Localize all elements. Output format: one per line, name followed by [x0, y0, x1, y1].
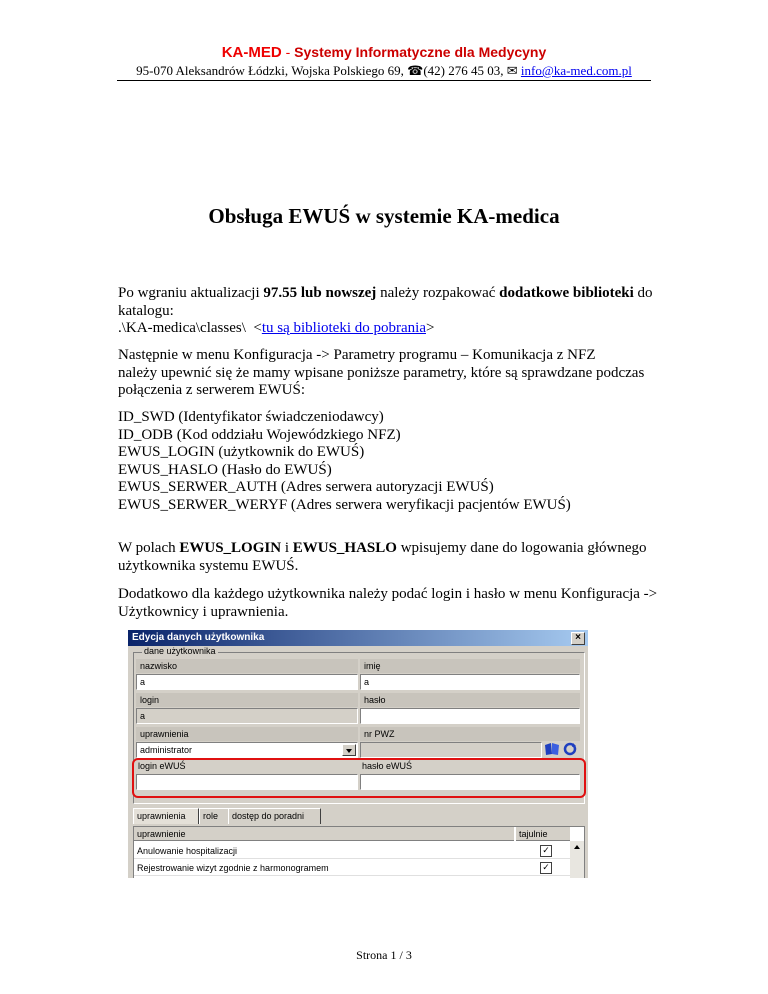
p4-text-3: wpisujemy dane do logowania głównego użytkownika systemu EWUŚ. — [118, 540, 647, 574]
uprawnienia-select[interactable] — [136, 742, 358, 758]
p4-haslo: EWUS_HASLO — [292, 540, 397, 556]
checkbox[interactable]: ✓ — [540, 845, 552, 857]
uprawnienia-value: administrator — [140, 745, 193, 755]
nrpwz-label: nr PWZ — [360, 727, 580, 741]
p4-text-1: W polach — [118, 540, 180, 556]
login-field[interactable]: a — [136, 708, 358, 724]
haslo-ewus-label: hasło eWUŚ — [362, 761, 413, 771]
group-label: dane użytkownika — [144, 646, 216, 656]
imie-field[interactable]: a — [360, 674, 580, 690]
table-row[interactable] — [134, 860, 570, 876]
tab-dostep[interactable]: dostęp do poradni — [228, 808, 321, 824]
tab-role[interactable]: role — [199, 808, 229, 824]
tab-uprawnienia[interactable]: uprawnienia — [133, 808, 199, 824]
mail-icon: ✉ — [506, 63, 518, 78]
paragraph-libraries — [118, 285, 678, 338]
chevron-down-icon[interactable] — [342, 744, 356, 756]
p1-link-close: > — [425, 320, 435, 336]
highlight-frame — [132, 758, 586, 798]
row-name: Anulowanie hospitalizacji — [137, 846, 238, 856]
p2-line-1: Następnie w menu Konfiguracja -> Parametry programu – Komunikacja z NFZ — [118, 347, 596, 363]
brand-tagline: Systemy Informatyczne dla Medycyny — [294, 44, 547, 60]
p1-text-1: Po wgraniu aktualizacji — [118, 285, 264, 301]
scroll-up-icon[interactable] — [570, 841, 584, 853]
p1-path: .\KA-medica\classes\ — [118, 320, 246, 336]
haslo-field[interactable] — [360, 708, 580, 724]
p1-version: 97.55 lub nowszej — [263, 285, 377, 301]
company-address — [0, 63, 768, 79]
user-edit-dialog — [128, 630, 588, 878]
login-label: login — [136, 693, 358, 707]
p1-text-3: do katalogu: — [118, 285, 653, 319]
document-title: Obsługa EWUŚ w systemie KA-medica — [208, 204, 560, 228]
p1-link-open: < — [253, 320, 262, 336]
p2-line-2: należy upewnić się że mamy wpisane poniższe parametry, które są sprawdzane podczas połączenia z serwerem EWUŚ: — [118, 364, 645, 398]
phone-icon: ☎ — [407, 63, 424, 78]
close-icon[interactable]: × — [571, 632, 585, 645]
param-item: EWUS_SERWER_WERYF (Adres serwera weryfikacji pacjentów EWUŚ) — [118, 496, 571, 513]
imie-label: imię — [360, 659, 580, 673]
p1-libraries: dodatkowe biblioteki — [499, 285, 634, 301]
dialog-title: Edycja danych użytkownika — [132, 632, 265, 643]
refresh-icon[interactable] — [562, 742, 578, 756]
p4-text-2: i — [281, 540, 293, 556]
address-text: 95-070 Aleksandrów Łódzki, Wojska Polskiego 69, — [136, 63, 408, 78]
haslo-label: hasło — [360, 693, 580, 707]
nazwisko-field[interactable]: a — [136, 674, 358, 690]
header-divider — [117, 80, 651, 81]
p1-text-2: należy rozpakować — [376, 285, 500, 301]
nazwisko-label: nazwisko — [136, 659, 358, 673]
param-item: EWUS_SERWER_AUTH (Adres serwera autoryzacji EWUŚ) — [118, 479, 494, 495]
p4-login: EWUS_LOGIN — [179, 540, 282, 556]
param-item: ID_SWD (Identyfikator świadczeniodawcy) — [118, 409, 384, 425]
login-ewus-label: login eWUŚ — [138, 761, 186, 771]
company-header — [0, 44, 768, 61]
page-number: Strona 1 / 3 — [356, 948, 412, 962]
brand-separator: - — [281, 44, 295, 60]
param-item: EWUS_HASLO (Hasło do EWUŚ) — [118, 461, 332, 478]
email-link[interactable]: info@ka-med.com.pl — [520, 63, 632, 78]
paragraph-users: Dodatkowo dla każdego użytkownika należy podać login i hasło w menu Konfiguracja -> Użytkownicy i uprawnienia. — [118, 586, 658, 620]
checkbox[interactable]: ✓ — [540, 862, 552, 874]
param-item: EWUS_LOGIN (użytkownik do EWUŚ) — [118, 444, 365, 460]
row-name: Rejestrowanie wizyt zgodnie z harmonogramem — [137, 863, 329, 873]
table-row[interactable] — [134, 843, 570, 859]
uprawnienia-label: uprawnienia — [136, 727, 358, 741]
phone-number: (42) 276 45 03, — [423, 63, 507, 78]
brand-name: KA-MED — [221, 44, 282, 61]
scrollbar[interactable] — [570, 841, 584, 878]
paragraph-ewus-login — [118, 540, 678, 575]
book-icon[interactable] — [544, 742, 560, 756]
download-link[interactable]: tu są biblioteki do pobrania — [261, 320, 426, 336]
param-item: ID_ODB (Kod oddziału Wojewódzkiego NFZ) — [118, 426, 401, 443]
parameter-list — [118, 409, 678, 514]
dialog-titlebar — [128, 630, 588, 646]
grid-header-flag: tajulnie — [516, 827, 570, 841]
nrpwz-field[interactable] — [360, 742, 542, 758]
grid-header-permission: uprawnienie — [134, 827, 514, 841]
permissions-grid — [133, 826, 585, 878]
paragraph-config — [118, 347, 678, 400]
